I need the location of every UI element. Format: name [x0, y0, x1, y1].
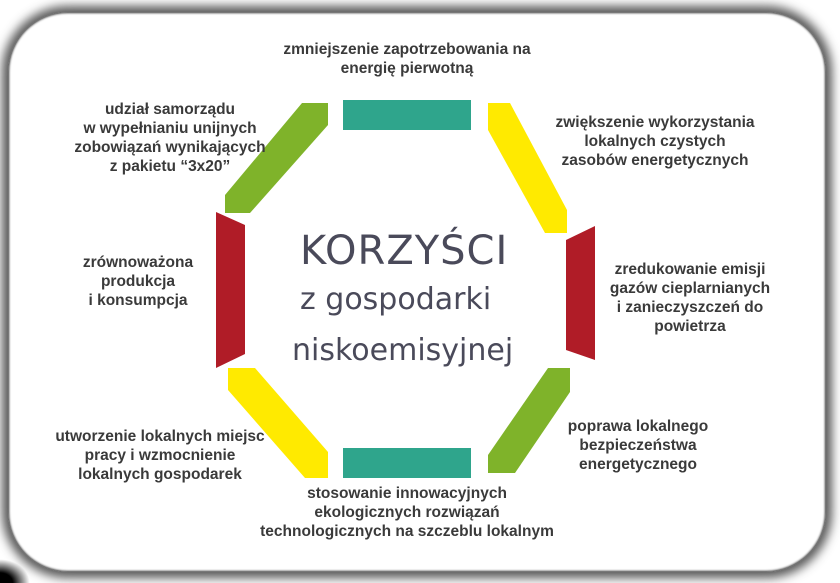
label-line: zwiększenie wykorzystania: [555, 114, 755, 131]
label-line: z pakietu “3x20”: [109, 158, 231, 175]
label-line: w wypełnianiu unijnych: [83, 120, 257, 137]
label-line: gazów cieplarnianych: [609, 280, 771, 297]
center-title: KORZYŚCI: [300, 228, 509, 274]
label-bottom: [240, 484, 574, 541]
center-subtitle-2: niskoemisyjnej: [292, 333, 514, 368]
label-line: energetycznego: [578, 456, 697, 473]
label-top-right: [530, 113, 780, 170]
label-line: technologicznych na szczeblu lokalnym: [260, 523, 554, 540]
label-line: zrównoważona: [82, 254, 194, 271]
label-line: powietrza: [654, 318, 726, 335]
label-line: pracy i wzmocnienie: [84, 447, 236, 464]
label-top: [262, 40, 552, 78]
label-line: i zanieczyszczeń do: [616, 299, 764, 316]
center-subtitle-1: z gospodarki: [300, 282, 492, 317]
label-left: [68, 253, 208, 310]
label-line: i konsumpcja: [88, 292, 188, 309]
label-line: stosowanie innowacyjnych: [307, 485, 507, 502]
label-line: udział samorządu: [104, 101, 236, 118]
segment-bottom: [343, 448, 471, 478]
label-line: energię pierwotną: [340, 60, 474, 77]
label-line: utworzenie lokalnych miejsc: [55, 428, 265, 445]
label-line: bezpieczeństwa: [579, 437, 697, 454]
segment-top: [343, 100, 471, 130]
label-line: lokalnych gospodarek: [78, 466, 242, 483]
label-top-left: [55, 100, 285, 176]
label-line: zasobów energetycznych: [561, 152, 749, 169]
label-right: [600, 260, 780, 336]
label-bottom-right: [548, 417, 728, 474]
segment-right: [566, 226, 595, 360]
label-line: poprawa lokalnego: [567, 418, 709, 435]
segment-left: [216, 212, 245, 368]
label-line: produkcja: [100, 273, 176, 290]
label-line: zredukowanie emisji: [614, 261, 766, 278]
label-bottom-left: [40, 427, 280, 484]
label-line: zobowiązań wynikających: [74, 139, 266, 156]
label-line: zmniejszenie zapotrzebowania na: [283, 41, 531, 58]
label-line: ekologicznych rozwiązań: [314, 504, 500, 521]
label-line: lokalnych czystych: [584, 133, 726, 150]
